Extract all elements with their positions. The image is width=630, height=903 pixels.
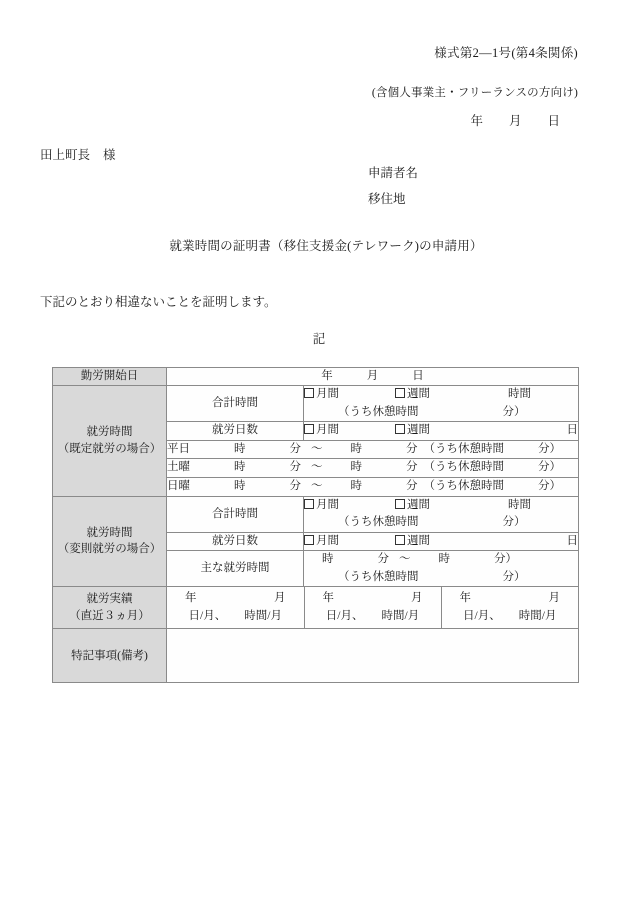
addressee-line bbox=[40, 145, 116, 163]
issue-date-day: 日 bbox=[547, 114, 560, 128]
regular-sunday-break-label: （うち休憩時間 bbox=[423, 480, 504, 493]
remarks-value[interactable] bbox=[167, 629, 579, 683]
regular-weekday-break-min: 分） bbox=[538, 442, 561, 455]
irregular-group-label bbox=[53, 497, 167, 587]
irregular-total-weekly-label: 週間 bbox=[407, 499, 430, 511]
irregular-main-break-label: （うち休憩時間 bbox=[338, 570, 419, 583]
ki-mark: 記 bbox=[312, 332, 326, 346]
work-record-month-1[interactable] bbox=[167, 587, 304, 629]
work-record-year-1: 年 bbox=[185, 591, 197, 604]
start-date-value[interactable] bbox=[167, 368, 579, 386]
regular-group-label-line2: （既定就労の場合） bbox=[57, 443, 162, 456]
regular-saturday-tilde: ～ bbox=[311, 461, 323, 474]
irregular-group-label-line2: （変則就労の場合） bbox=[57, 543, 162, 556]
irregular-total-hours-unit: 時間 bbox=[508, 499, 531, 511]
table-row-irregular-total-hours bbox=[53, 497, 579, 533]
regular-days-monthly-label: 月間 bbox=[316, 423, 339, 436]
irregular-work-days-value[interactable] bbox=[304, 532, 579, 551]
irregular-work-days-label: 就労日数 bbox=[167, 532, 304, 551]
irregular-main-min1: 分 bbox=[377, 553, 389, 566]
work-record-days-2: 日/月、 bbox=[325, 609, 364, 622]
work-record-days-3: 日/月、 bbox=[463, 609, 501, 622]
irregular-total-monthly-checkbox[interactable] bbox=[304, 499, 314, 509]
work-record-inner-table bbox=[167, 587, 578, 629]
irregular-main-hours-label: 主な就労時間 bbox=[167, 551, 304, 587]
start-date-label: 勤労開始日 bbox=[53, 368, 167, 386]
irregular-days-weekly-checkbox[interactable] bbox=[395, 535, 405, 545]
irregular-days-monthly-label: 月間 bbox=[316, 534, 339, 547]
regular-total-break-label: （うち休憩時間 bbox=[338, 405, 419, 418]
irregular-main-min2: 分） bbox=[494, 553, 517, 566]
applicant-name-label: 申請者名 bbox=[368, 166, 419, 180]
regular-saturday-break-min: 分） bbox=[538, 461, 561, 474]
irregular-main-break-min: 分） bbox=[502, 570, 526, 583]
regular-saturday-hour1: 時 bbox=[234, 461, 246, 474]
table-row-remarks bbox=[53, 629, 579, 683]
regular-sunday-hour2: 時 bbox=[350, 480, 362, 493]
residence-label: 移住地 bbox=[368, 192, 406, 206]
regular-work-days-value[interactable] bbox=[304, 421, 579, 440]
remarks-label: 特記事項(備考) bbox=[53, 629, 167, 683]
work-record-label bbox=[53, 586, 167, 629]
table-row-work-record bbox=[53, 586, 579, 629]
regular-total-weekly-label: 週間 bbox=[407, 388, 430, 401]
irregular-total-hours-label: 合計時間 bbox=[167, 497, 304, 533]
regular-group-label-line1: 就労時間 bbox=[86, 426, 133, 439]
regular-total-monthly-checkbox[interactable] bbox=[304, 388, 314, 398]
regular-weekday-min2: 分 bbox=[406, 442, 418, 455]
regular-weekday-break-label: （うち休憩時間 bbox=[423, 442, 504, 455]
work-record-year-3: 年 bbox=[459, 591, 471, 604]
irregular-group-label-line1: 就労時間 bbox=[86, 526, 133, 539]
start-date-month: 月 bbox=[366, 370, 379, 382]
irregular-main-hour2: 時 bbox=[438, 553, 450, 566]
regular-group-label bbox=[53, 386, 167, 497]
work-record-columns bbox=[167, 586, 579, 629]
addressee-name: 田上町長 bbox=[40, 148, 91, 162]
work-record-month-label-3: 月 bbox=[548, 591, 560, 604]
regular-total-break-unit: 分） bbox=[502, 405, 526, 418]
regular-weekday-hour1: 時 bbox=[234, 442, 246, 455]
work-record-hours-1: 時間/月 bbox=[244, 609, 282, 622]
regular-weekday-value[interactable] bbox=[167, 440, 579, 459]
regular-saturday-min2: 分 bbox=[406, 461, 418, 474]
irregular-total-break-label: （うち休憩時間 bbox=[338, 516, 419, 529]
regular-total-weekly-checkbox[interactable] bbox=[395, 388, 405, 398]
regular-total-hours-unit: 時間 bbox=[508, 388, 531, 401]
regular-sunday-break-min: 分） bbox=[538, 480, 561, 493]
regular-weekday-label: 平日 bbox=[167, 442, 190, 455]
regular-days-monthly-checkbox[interactable] bbox=[304, 424, 314, 434]
regular-days-weekly-checkbox[interactable] bbox=[395, 424, 405, 434]
irregular-days-monthly-checkbox[interactable] bbox=[304, 535, 314, 545]
regular-sunday-min2: 分 bbox=[406, 480, 418, 493]
regular-work-days-unit: 日 bbox=[566, 423, 578, 436]
regular-saturday-min1: 分 bbox=[289, 461, 301, 474]
irregular-total-monthly-label: 月間 bbox=[316, 499, 339, 511]
regular-total-hours-value[interactable] bbox=[304, 386, 579, 422]
work-record-hours-2: 時間/月 bbox=[381, 609, 420, 622]
work-record-days-1: 日/月、 bbox=[188, 609, 227, 622]
regular-weekday-min1: 分 bbox=[289, 442, 301, 455]
page-title: 就業時間の証明書（移住支援金(テレワーク)の申請用） bbox=[169, 239, 483, 253]
work-record-hours-3: 時間/月 bbox=[518, 609, 557, 622]
start-date-day: 日 bbox=[412, 370, 424, 382]
start-date-year: 年 bbox=[321, 370, 333, 382]
work-record-month-3[interactable] bbox=[441, 587, 578, 629]
table-row-regular-total-hours bbox=[53, 386, 579, 422]
irregular-total-hours-value[interactable] bbox=[304, 497, 579, 533]
issue-date-line bbox=[470, 111, 560, 129]
regular-total-monthly-label: 月間 bbox=[316, 388, 339, 401]
irregular-main-hour1: 時 bbox=[322, 553, 334, 566]
irregular-days-weekly-label: 週間 bbox=[407, 534, 430, 547]
regular-work-days-label: 就労日数 bbox=[167, 421, 304, 440]
regular-days-weekly-label: 週間 bbox=[407, 423, 430, 436]
irregular-total-break-unit: 分） bbox=[502, 516, 526, 529]
issue-date-year: 年 bbox=[470, 114, 483, 128]
irregular-main-tilde: ～ bbox=[399, 553, 411, 566]
irregular-total-weekly-checkbox[interactable] bbox=[395, 499, 405, 509]
regular-weekday-hour2: 時 bbox=[350, 442, 362, 455]
table-row-start-date bbox=[53, 368, 579, 386]
irregular-work-days-unit: 日 bbox=[566, 534, 578, 547]
regular-saturday-break-label: （うち休憩時間 bbox=[423, 461, 504, 474]
work-record-label-line2: （直近３ヵ月） bbox=[69, 609, 150, 622]
regular-sunday-tilde: ～ bbox=[311, 480, 323, 493]
regular-sunday-label: 日曜 bbox=[167, 480, 190, 493]
issue-date-month: 月 bbox=[508, 114, 522, 128]
audience-note: (含個人事業主・フリーランスの方向け) bbox=[371, 87, 578, 99]
work-record-month-label-2: 月 bbox=[411, 591, 423, 604]
regular-saturday-hour2: 時 bbox=[350, 461, 362, 474]
form-number: 様式第2―1号(第4条関係) bbox=[434, 46, 578, 60]
regular-sunday-value[interactable] bbox=[167, 478, 579, 497]
work-record-month-label-1: 月 bbox=[274, 591, 286, 604]
regular-sunday-hour1: 時 bbox=[234, 480, 246, 493]
work-record-year-2: 年 bbox=[322, 591, 334, 604]
regular-saturday-value[interactable] bbox=[167, 459, 579, 478]
regular-weekday-tilde: ～ bbox=[311, 442, 323, 455]
certification-statement: 下記のとおり相違ないことを証明します。 bbox=[40, 295, 277, 309]
work-hours-table bbox=[52, 367, 579, 683]
regular-total-hours-label: 合計時間 bbox=[167, 386, 304, 422]
regular-saturday-label: 土曜 bbox=[167, 461, 190, 474]
work-record-month-2[interactable] bbox=[304, 587, 441, 629]
regular-sunday-min1: 分 bbox=[289, 480, 301, 493]
addressee-honorific: 様 bbox=[103, 148, 116, 162]
work-record-label-line1: 就労実績 bbox=[86, 592, 133, 605]
irregular-main-hours-value[interactable] bbox=[304, 551, 579, 587]
